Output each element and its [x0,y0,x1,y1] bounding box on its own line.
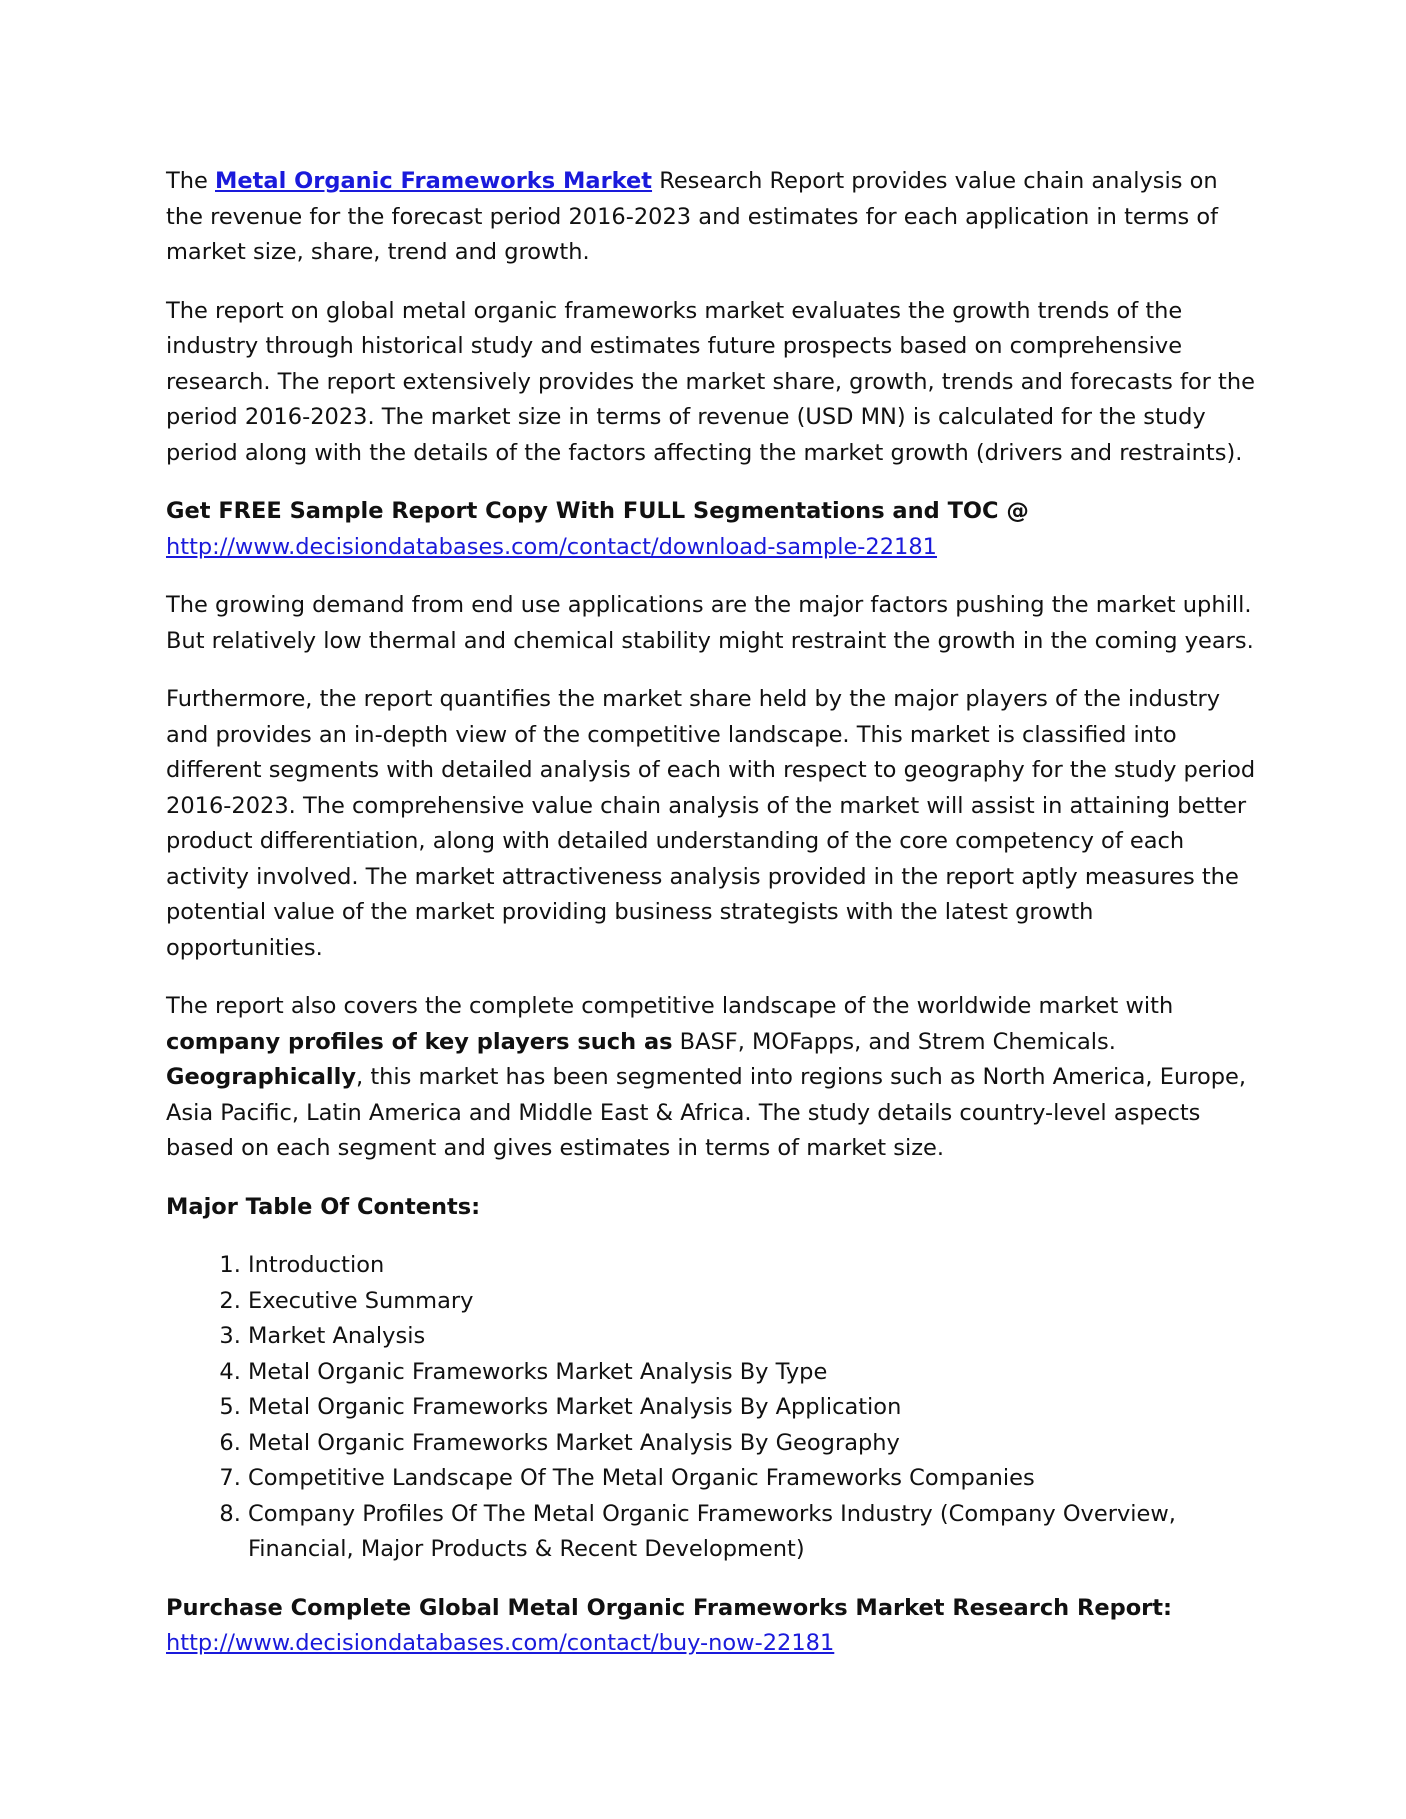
competitive-text-3: , this market has been segmented into regions such as North America, Europe, Asia Pacific, Latin America and Middle East & Africa. The study details country-level aspects based on each segment and gives estimates in terms of market size. [166,1064,1247,1161]
toc-item: 8. Company Profiles Of The Metal Organic Frameworks Industry (Company Overview, Financial, Major Products & Recent Development) [248,1497,1256,1568]
drivers-paragraph: The growing demand from end use applications are the major factors pushing the market uphill. But relatively low thermal and chemical stability might restraint the growth in the coming years. [166,592,1254,654]
sample-heading: Get FREE Sample Report Copy With FULL Segmentations and TOC @ [166,498,1029,524]
geographically-label: Geographically [166,1064,357,1090]
toc-heading [166,1190,1256,1226]
toc-heading-text: Major Table Of Contents: [166,1193,481,1220]
toc-item: 1. Introduction [248,1248,1256,1284]
toc-item: 3. Market Analysis [248,1319,1256,1355]
toc-item: 2. Executive Summary [248,1284,1256,1320]
competitive-text-2: BASF, MOFapps, and Strem Chemicals. [672,1028,1116,1055]
toc-item: 6. Metal Organic Frameworks Market Analysis By Geography [248,1426,1256,1462]
sample-request-block [166,494,1256,565]
toc-item: 7. Competitive Landscape Of The Metal Organic Frameworks Companies [248,1461,1256,1497]
document-page [166,164,1256,1685]
overview-paragraph: The report on global metal organic frameworks market evaluates the growth trends of the industry through historical study and estimates future prospects based on comprehensive research. The report extensively provides the market share, growth, trends and forecasts for the period 2016-2023. The market size in terms of revenue (USD MN) is calculated for the study period along with the details of the factors affecting the market growth (drivers and restraints). [166,297,1255,466]
toc-item: 5. Metal Organic Frameworks Market Analysis By Application [248,1390,1256,1426]
buy-now-link[interactable]: http://www.decisiondatabases.com/contact/buy-now-22181 [166,1630,835,1656]
download-sample-link[interactable]: http://www.decisiondatabases.com/contact/download-sample-22181 [166,533,937,560]
competitive-text-1: The report also covers the complete competitive landscape of the worldwide market with [166,993,1174,1019]
competitive-paragraph [166,989,1256,1167]
intro-text-before: The [166,168,215,194]
market-report-link[interactable]: Metal Organic Frameworks Market [215,168,653,194]
intro-text-after: Research Report provides value chain analysis on the revenue for the forecast period 2016-2023 and estimates for each application in terms of market size, share, trend and growth. [166,168,1219,265]
segmentation-paragraph: Furthermore, the report quantifies the market share held by the major players of the industry and provides an in-depth view of the competitive landscape. This market is classified into different segments with detailed analysis of each with respect to geography for the study period 2016-2023. The comprehensive value chain analysis of the market will assist in attaining better product differentiation, along with detailed understanding of the core competency of each activity involved. The market attractiveness analysis provided in the report aptly measures the potential value of the market providing business strategists with the latest growth opportunities. [166,686,1256,961]
toc-item: 4. Metal Organic Frameworks Market Analysis By Type [248,1355,1256,1391]
intro-paragraph [166,164,1256,271]
key-players-label: company profiles of key players such as [166,1028,673,1055]
purchase-block [166,1591,1256,1662]
purchase-heading: Purchase Complete Global Metal Organic Frameworks Market Research Report: [166,1594,1173,1621]
toc-list [166,1248,1256,1568]
